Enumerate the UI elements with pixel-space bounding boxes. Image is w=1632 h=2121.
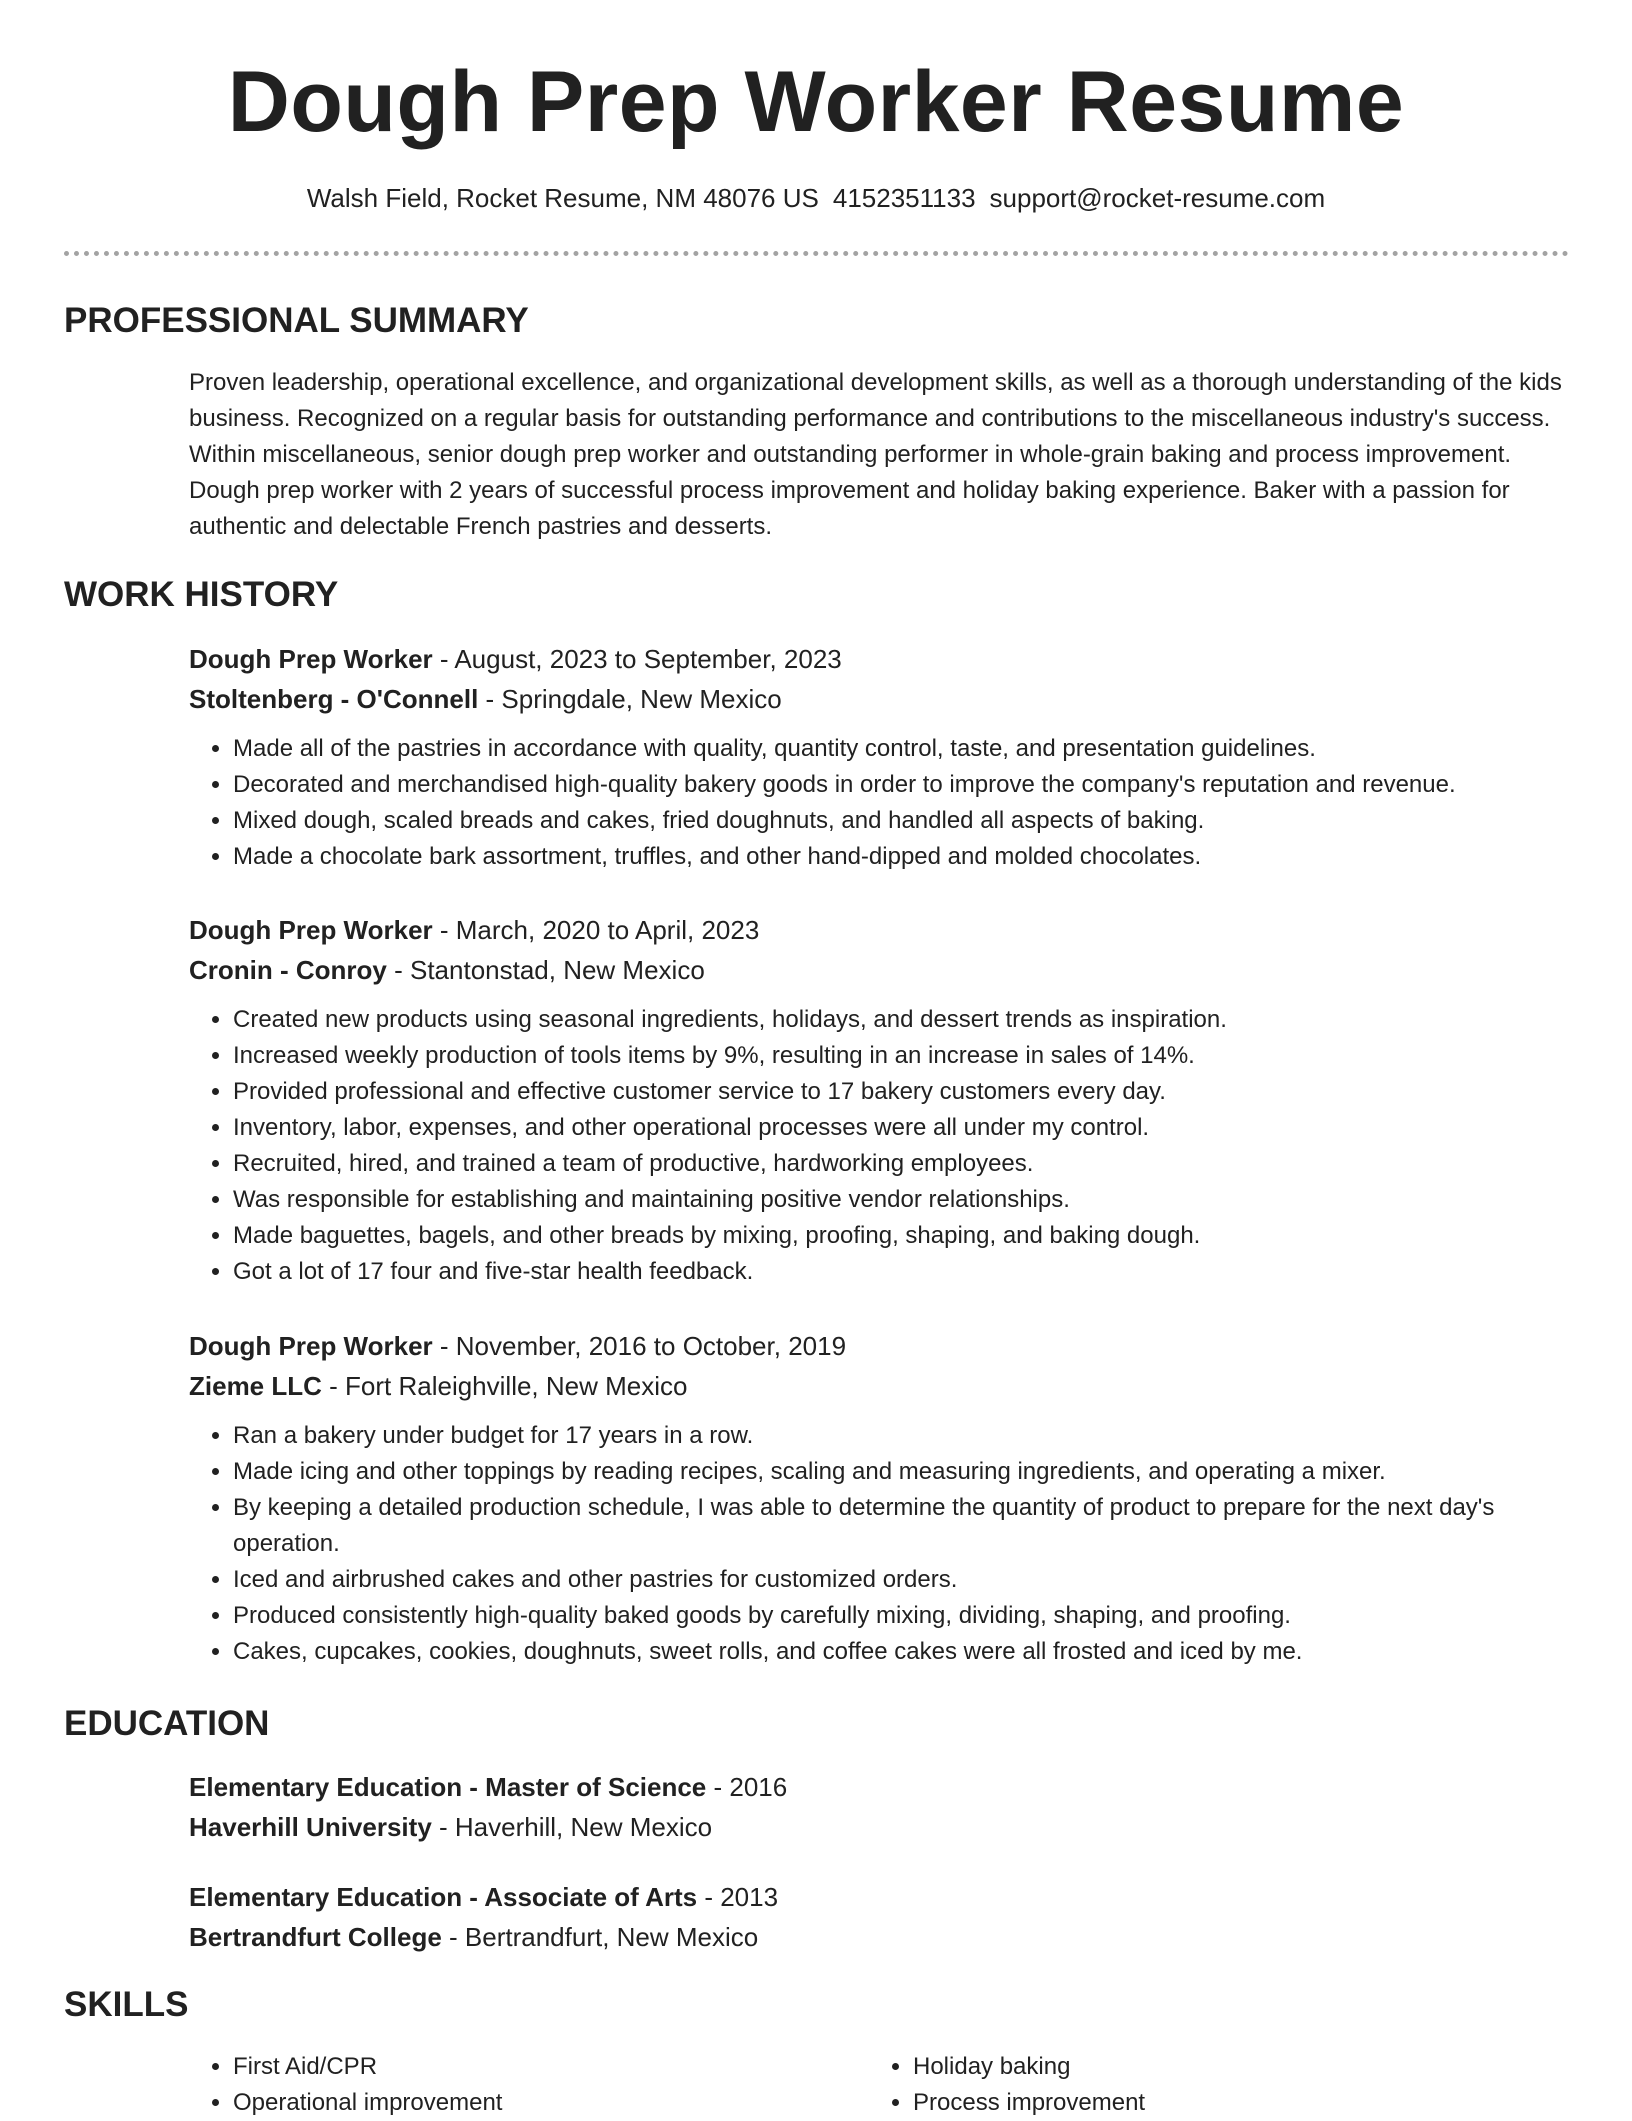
education-year: - 2016: [706, 1772, 788, 1802]
job-bullet: • Was responsible for establishing and maintaining positive vendor relationships.: [233, 1182, 1569, 1218]
job-location: - Stantonstad, New Mexico: [386, 955, 705, 985]
education-location: - Bertrandfurt, New Mexico: [441, 1922, 759, 1952]
job-dates: - November, 2016 to October, 2019: [432, 1331, 847, 1361]
education-entry: [189, 1767, 1569, 1847]
education-school: Haverhill University: [189, 1812, 432, 1842]
job-bullet: • Recruited, hired, and trained a team of productive, hardworking employees.: [233, 1146, 1569, 1182]
contact-phone: 4152351133: [832, 183, 976, 213]
skill-item: • Holiday baking: [913, 2049, 1145, 2085]
job-bullet: • Decorated and merchandised high-quality bakery goods in order to improve the company's reputation and revenue.: [233, 767, 1569, 803]
contact-email: support@rocket-resume.com: [989, 183, 1326, 213]
job-bullet: • Made all of the pastries in accordance with quality, quantity control, taste, and presentation guidelines.: [233, 731, 1569, 767]
job-bullet: • Created new products using seasonal ingredients, holidays, and dessert trends as inspiration.: [233, 1002, 1569, 1038]
job-bullet: • Iced and airbrushed cakes and other pastries for customized orders.: [233, 1562, 1569, 1598]
job-bullets: [189, 731, 1569, 875]
job-bullet: • Made a chocolate bark assortment, truffles, and other hand-dipped and molded chocolates.: [233, 839, 1569, 875]
job-location: - Springdale, New Mexico: [478, 684, 782, 714]
job-entry: [189, 1326, 1569, 1670]
job-company: Stoltenberg - O'Connell: [189, 684, 479, 714]
skills-list-left: [189, 2049, 502, 2121]
job-title: Dough Prep Worker: [189, 644, 433, 674]
job-title: Dough Prep Worker: [189, 1331, 433, 1361]
job-bullet: • Cakes, cupcakes, cookies, doughnuts, sweet rolls, and coffee cakes were all frosted and iced by me.: [233, 1634, 1569, 1670]
header-divider: [64, 251, 1569, 256]
education-entry: [189, 1877, 1569, 1957]
job-bullet: • Produced consistently high-quality baked goods by carefully mixing, dividing, shaping, and proofing.: [233, 1598, 1569, 1634]
job-bullet: • Ran a bakery under budget for 17 years in a row.: [233, 1418, 1569, 1454]
job-bullet: • Mixed dough, scaled breads and cakes, fried doughnuts, and handled all aspects of baking.: [233, 803, 1569, 839]
resume-title: Dough Prep Worker Resume: [227, 54, 1405, 150]
job-bullet: • Increased weekly production of tools items by 9%, resulting in an increase in sales of 14%.: [233, 1038, 1569, 1074]
job-bullets: [189, 1002, 1569, 1290]
contact-line: [0, 181, 1632, 215]
education-location: - Haverhill, New Mexico: [431, 1812, 713, 1842]
job-entry: [189, 639, 1569, 875]
skills-heading: SKILLS: [64, 1985, 189, 2024]
summary-text: Proven leadership, operational excellence, and organizational development skills, as well as a thorough understanding of the kids business. Recognized on a regular basis for outstanding performance and contributions to the miscellaneous industry's success. Within miscellaneous, senior dough prep worker and outstanding performer in whole-grain baking and process improvement. Dough prep worker with 2 years of successful process improvement and holiday baking experience. Baker with a passion for authentic and delectable French pastries and desserts.: [189, 369, 1562, 540]
job-entry: [189, 910, 1569, 1290]
job-bullet: • Made baguettes, bagels, and other breads by mixing, proofing, shaping, and baking dough.: [233, 1218, 1569, 1254]
job-location: - Fort Raleighville, New Mexico: [321, 1371, 688, 1401]
job-bullet: • Got a lot of 17 four and five-star health feedback.: [233, 1254, 1569, 1290]
job-dates: - August, 2023 to September, 2023: [432, 644, 842, 674]
education-year: - 2013: [697, 1882, 779, 1912]
education-school: Bertrandfurt College: [189, 1922, 442, 1952]
job-company: Cronin - Conroy: [189, 955, 387, 985]
education-degree: Elementary Education - Associate of Arts: [189, 1882, 698, 1912]
work-history-heading: WORK HISTORY: [64, 575, 339, 614]
skill-item: • Process improvement: [913, 2085, 1145, 2121]
contact-address: Walsh Field, Rocket Resume, NM 48076 US: [306, 183, 819, 213]
job-bullet: • Inventory, labor, expenses, and other operational processes were all under my control.: [233, 1110, 1569, 1146]
summary-heading: PROFESSIONAL SUMMARY: [64, 301, 529, 340]
job-bullet: • By keeping a detailed production schedule, I was able to determine the quantity of product to prepare for the next day's operation.: [233, 1490, 1569, 1562]
job-title: Dough Prep Worker: [189, 915, 433, 945]
job-bullet: • Provided professional and effective customer service to 17 bakery customers every day.: [233, 1074, 1569, 1110]
job-bullet: • Made icing and other toppings by reading recipes, scaling and measuring ingredients, and operating a mixer.: [233, 1454, 1569, 1490]
education-heading: EDUCATION: [64, 1704, 270, 1743]
education-degree: Elementary Education - Master of Science: [189, 1772, 707, 1802]
skill-item: • Operational improvement: [233, 2085, 502, 2121]
skill-item: • First Aid/CPR: [233, 2049, 502, 2085]
job-dates: - March, 2020 to April, 2023: [432, 915, 760, 945]
skills-list-right: [869, 2049, 1145, 2121]
job-company: Zieme LLC: [189, 1371, 322, 1401]
job-bullets: [189, 1418, 1569, 1670]
